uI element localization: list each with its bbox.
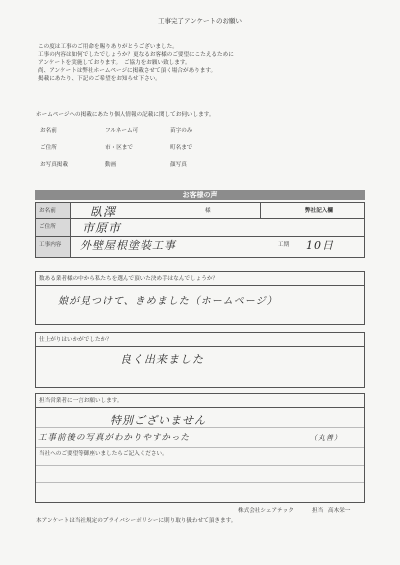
tanto-label: 担当 [312, 508, 324, 514]
extra-note: （丸善） [310, 434, 342, 442]
work-value[interactable]: 外壁屋根塗装工事 [80, 239, 176, 252]
name-suffix: 様 [205, 208, 211, 214]
question-text: 担当営業者に一言お願いします。 [39, 398, 123, 404]
intro-line: 尚、アンケートは弊社ホームページに掲載させて頂く場合があります。 [38, 68, 217, 74]
tanto-name: 高木栄一 [328, 508, 351, 514]
period-value[interactable]: 10日 [306, 239, 334, 252]
request-label: 当社へのご要望等御座いましたらご記入ください。 [39, 451, 168, 457]
name-label: お名前 [39, 208, 56, 214]
option-video[interactable]: 動画 [105, 162, 117, 168]
consent-label-photo: お写真掲載 [40, 162, 68, 168]
question-box [35, 393, 365, 503]
voice-header [35, 190, 365, 200]
name-value[interactable]: 臥澤 [90, 205, 117, 219]
question-text: 数ある業者様の中から私たちを選んで頂いた決め手はなんでしょうか？ [39, 276, 219, 282]
answer-text[interactable]: 特別ございません [110, 414, 206, 427]
consent-label-address: ご住所 [40, 145, 57, 151]
question-text: 仕上がりはいかがでしたか？ [39, 337, 112, 343]
answer-text[interactable]: 娘が見つけて、きめました（ホームページ） [58, 296, 278, 307]
consent-heading: ホームページへの掲載にあたり個人情報の記載に関してお伺いします。 [36, 112, 215, 118]
voice-header-label: お客様の声 [182, 191, 218, 199]
page-title: 工事完了アンケートのお願い [157, 17, 243, 25]
address-label: ご住所 [39, 224, 56, 230]
option-face-photo[interactable]: 顔写真 [170, 162, 187, 168]
option-fullname[interactable]: フルネーム可 [105, 128, 139, 134]
answer-text[interactable]: 良く出来ました [120, 353, 204, 366]
office-use-label: 弊社記入欄 [305, 208, 333, 214]
option-city[interactable]: 市・区まで [105, 145, 133, 151]
address-value[interactable]: 市原市 [82, 221, 122, 235]
work-label: 工事内容 [39, 242, 62, 248]
option-surname-only[interactable]: 苗字のみ [170, 128, 193, 134]
intro-line: アンケートを実施しております。 ご協力をお願い致します。 [38, 60, 191, 66]
company-name: 株式会社シェアテック [238, 508, 294, 514]
consent-label-name: お名前 [40, 128, 57, 134]
extra-answer[interactable]: 工事前後の写真がわかりやすかった [38, 433, 191, 443]
intro-line: 掲載にあたり、下記のご希望をお知らせ下さい。 [38, 76, 161, 82]
privacy-note: 本アンケートは当社規定のプライバシーポリシーに則り取り扱わせて頂きます。 [36, 518, 237, 524]
period-label: 工期 [278, 242, 290, 248]
intro-line: 工事の内容は如何でしたでしょうか？更なるお客様のご要望にこたえるために [38, 52, 234, 58]
option-town[interactable]: 町名まで [170, 145, 193, 151]
intro-line: この度は工事のご用命を賜りありがとうございました。 [38, 44, 178, 50]
